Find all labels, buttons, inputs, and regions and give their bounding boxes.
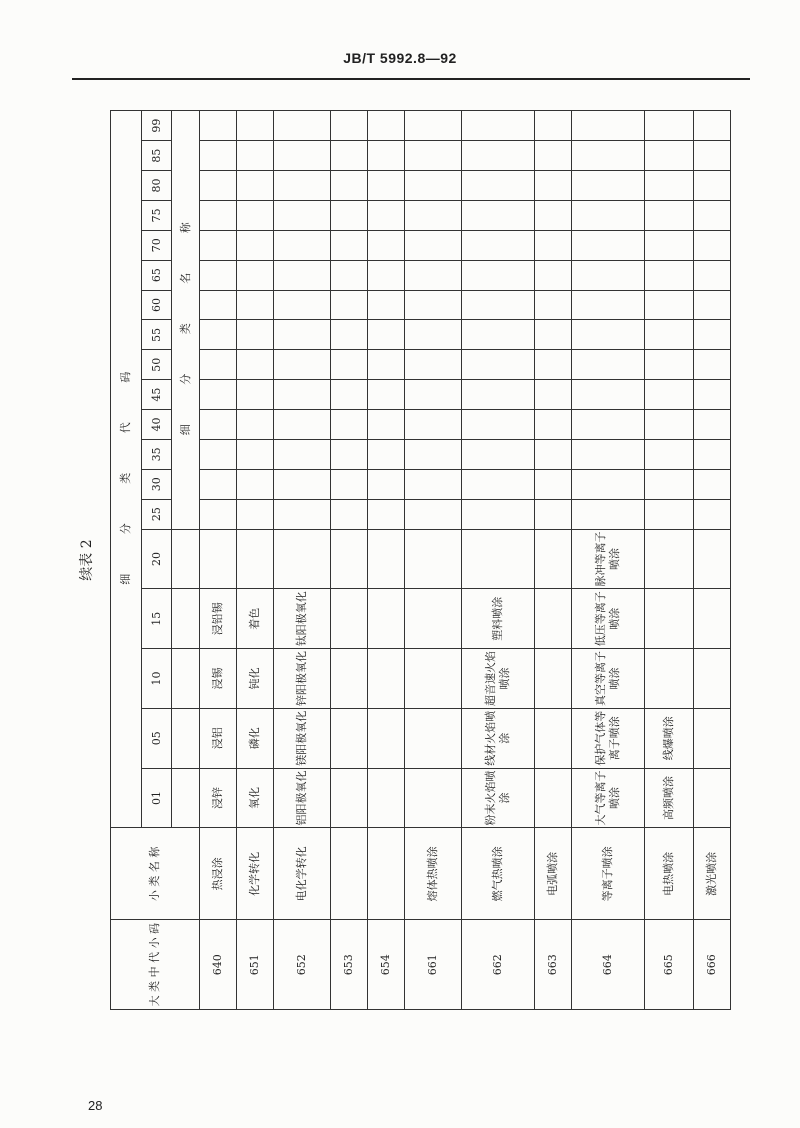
empty-cell [694, 768, 731, 828]
empty-cell [462, 260, 535, 290]
table-row [405, 111, 462, 1010]
empty-cell [645, 260, 694, 290]
group-header: 细 分 类 代 码 [111, 111, 142, 828]
empty-cell [368, 649, 405, 709]
empty-cell [694, 350, 731, 380]
empty-cell [200, 350, 237, 380]
empty-cell [200, 529, 237, 589]
empty-cell [200, 111, 237, 141]
empty-cell [462, 320, 535, 350]
empty-cell [237, 469, 274, 499]
empty-cell [237, 380, 274, 410]
data-cell: 铝阳极氧化 [274, 768, 331, 828]
code-cell: 70 [142, 230, 172, 260]
empty-cell [331, 200, 368, 230]
code-cell: 65 [142, 260, 172, 290]
code-cell: 05 [142, 708, 172, 768]
code-cell: 60 [142, 290, 172, 320]
empty-cell [462, 141, 535, 171]
empty-cell [172, 708, 200, 768]
empty-cell [331, 260, 368, 290]
empty-cell [331, 171, 368, 201]
empty-cell [237, 499, 274, 529]
empty-cell [405, 350, 462, 380]
empty-cell [535, 200, 572, 230]
empty-cell [462, 499, 535, 529]
empty-cell [694, 649, 731, 709]
empty-cell [462, 350, 535, 380]
empty-cell [405, 260, 462, 290]
code-cell: 45 [142, 380, 172, 410]
empty-cell [172, 589, 200, 649]
empty-cell [462, 290, 535, 320]
empty-cell [645, 589, 694, 649]
empty-cell [331, 320, 368, 350]
empty-cell [405, 171, 462, 201]
empty-cell [462, 410, 535, 440]
empty-cell [274, 260, 331, 290]
code-cell: 30 [142, 469, 172, 499]
empty-cell [645, 499, 694, 529]
empty-cell [331, 439, 368, 469]
empty-cell [405, 380, 462, 410]
data-cell: 高频喷涂 [645, 768, 694, 828]
empty-cell [462, 200, 535, 230]
empty-cell [645, 111, 694, 141]
empty-cell [572, 320, 645, 350]
empty-cell [237, 320, 274, 350]
row-name: 化学转化 [237, 828, 274, 920]
data-cell: 浸铅锡 [200, 589, 237, 649]
code-cell: 15 [142, 589, 172, 649]
empty-cell [368, 230, 405, 260]
empty-cell [535, 410, 572, 440]
empty-cell [694, 320, 731, 350]
empty-cell [694, 708, 731, 768]
empty-cell [535, 708, 572, 768]
empty-cell [237, 260, 274, 290]
empty-cell [368, 708, 405, 768]
empty-cell [331, 141, 368, 171]
empty-cell [172, 768, 200, 828]
empty-cell [645, 350, 694, 380]
empty-cell [237, 439, 274, 469]
empty-cell [274, 290, 331, 320]
empty-cell [274, 529, 331, 589]
empty-cell [462, 439, 535, 469]
empty-cell [200, 410, 237, 440]
empty-cell [237, 230, 274, 260]
empty-cell [237, 290, 274, 320]
empty-cell [331, 529, 368, 589]
empty-cell [694, 171, 731, 201]
empty-cell [535, 141, 572, 171]
empty-cell [274, 439, 331, 469]
empty-cell [368, 589, 405, 649]
empty-cell [368, 768, 405, 828]
empty-cell [200, 200, 237, 230]
major-header: 大 类 中 代 小 码 [111, 920, 200, 1010]
empty-cell [274, 469, 331, 499]
empty-cell [368, 200, 405, 230]
empty-cell [368, 260, 405, 290]
data-cell: 真空等离子喷涂 [572, 649, 645, 709]
empty-cell [405, 708, 462, 768]
row-name: 热浸涂 [200, 828, 237, 920]
empty-cell [694, 469, 731, 499]
data-cell: 大气等离子喷涂 [572, 768, 645, 828]
data-cell: 线材火焰喷涂 [462, 708, 535, 768]
empty-cell [368, 171, 405, 201]
empty-cell [535, 469, 572, 499]
empty-cell [200, 380, 237, 410]
empty-cell [368, 410, 405, 440]
data-cell: 镁阳极氧化 [274, 708, 331, 768]
empty-cell [200, 469, 237, 499]
empty-cell [368, 290, 405, 320]
row-name: 熔体热喷涂 [405, 828, 462, 920]
table-row [645, 111, 694, 1010]
table-row [200, 111, 237, 1010]
empty-cell [535, 380, 572, 410]
empty-cell [572, 171, 645, 201]
empty-cell [237, 171, 274, 201]
empty-cell [274, 320, 331, 350]
row-name: 激光喷涂 [694, 828, 731, 920]
empty-cell [694, 410, 731, 440]
empty-cell [645, 529, 694, 589]
empty-cell [405, 200, 462, 230]
row-code: 662 [462, 920, 535, 1010]
code-cell: 40 [142, 410, 172, 440]
empty-cell [572, 200, 645, 230]
data-cell: 脉冲等离子喷涂 [572, 529, 645, 589]
data-cell: 氧化 [237, 768, 274, 828]
empty-cell [694, 200, 731, 230]
empty-cell [694, 230, 731, 260]
row-code: 651 [237, 920, 274, 1010]
row-name: 燃气热喷涂 [462, 828, 535, 920]
empty-cell [462, 469, 535, 499]
table-row [368, 111, 405, 1010]
empty-cell [694, 499, 731, 529]
table-row [237, 111, 274, 1010]
table-caption: 续表 2 [79, 539, 95, 581]
empty-cell [200, 171, 237, 201]
empty-cell [535, 230, 572, 260]
empty-cell [645, 380, 694, 410]
empty-cell [331, 589, 368, 649]
empty-cell [274, 171, 331, 201]
empty-cell [535, 499, 572, 529]
code-cell: 80 [142, 171, 172, 201]
empty-cell [535, 290, 572, 320]
empty-cell [462, 380, 535, 410]
empty-cell [645, 141, 694, 171]
empty-cell [572, 111, 645, 141]
data-cell: 塑料喷涂 [462, 589, 535, 649]
code-cell: 99 [142, 111, 172, 141]
empty-cell [172, 529, 200, 589]
row-name: 电化学转化 [274, 828, 331, 920]
header-row [111, 111, 142, 1010]
empty-cell [645, 320, 694, 350]
empty-cell [405, 768, 462, 828]
empty-cell [237, 200, 274, 230]
empty-cell [331, 350, 368, 380]
row-name [368, 828, 405, 920]
empty-cell [331, 649, 368, 709]
empty-cell [274, 499, 331, 529]
row-code: 661 [405, 920, 462, 1010]
empty-cell [200, 290, 237, 320]
data-cell: 磷化 [237, 708, 274, 768]
empty-cell [405, 141, 462, 171]
row-code: 652 [274, 920, 331, 1010]
empty-cell [462, 111, 535, 141]
empty-cell [331, 469, 368, 499]
empty-cell [535, 111, 572, 141]
empty-cell [274, 410, 331, 440]
empty-cell [535, 768, 572, 828]
data-cell: 低压等离子喷涂 [572, 589, 645, 649]
empty-cell [572, 410, 645, 440]
empty-cell [368, 499, 405, 529]
empty-cell [694, 529, 731, 589]
empty-cell [645, 230, 694, 260]
code-cell: 25 [142, 499, 172, 529]
row-name: 电热喷涂 [645, 828, 694, 920]
empty-cell [694, 111, 731, 141]
empty-cell [331, 499, 368, 529]
empty-cell [200, 499, 237, 529]
empty-cell [368, 350, 405, 380]
row-name: 等离子喷涂 [572, 828, 645, 920]
empty-cell [331, 768, 368, 828]
empty-cell [645, 469, 694, 499]
code-cell: 50 [142, 350, 172, 380]
empty-cell [535, 350, 572, 380]
row-name: 电弧喷涂 [535, 828, 572, 920]
code-cell: 85 [142, 141, 172, 171]
empty-cell [200, 141, 237, 171]
empty-cell [572, 290, 645, 320]
empty-cell [237, 529, 274, 589]
empty-cell [572, 499, 645, 529]
code-cell: 01 [142, 768, 172, 828]
code-cell: 35 [142, 439, 172, 469]
empty-cell [535, 260, 572, 290]
empty-cell [694, 380, 731, 410]
row-code: 654 [368, 920, 405, 1010]
row-code: 665 [645, 920, 694, 1010]
data-cell: 浸铝 [200, 708, 237, 768]
empty-cell [572, 380, 645, 410]
empty-cell [331, 380, 368, 410]
data-cell: 钛阳极氧化 [274, 589, 331, 649]
empty-cell [694, 290, 731, 320]
empty-cell [405, 529, 462, 589]
row-code: 663 [535, 920, 572, 1010]
data-cell: 粉末火焰喷涂 [462, 768, 535, 828]
empty-cell [237, 410, 274, 440]
empty-cell [274, 200, 331, 230]
empty-cell [331, 410, 368, 440]
empty-cell [237, 350, 274, 380]
empty-cell [694, 141, 731, 171]
empty-cell [462, 529, 535, 589]
empty-cell [462, 230, 535, 260]
empty-cell [645, 290, 694, 320]
row-name [331, 828, 368, 920]
row-code: 640 [200, 920, 237, 1010]
empty-cell [694, 589, 731, 649]
empty-cell [645, 200, 694, 230]
empty-cell [200, 230, 237, 260]
empty-cell [572, 350, 645, 380]
empty-cell [694, 439, 731, 469]
data-cell: 钝化 [237, 649, 274, 709]
page-number: 28 [88, 1098, 103, 1113]
empty-cell [405, 230, 462, 260]
empty-cell [405, 649, 462, 709]
empty-cell [572, 439, 645, 469]
empty-cell [405, 499, 462, 529]
empty-cell [368, 320, 405, 350]
empty-cell [200, 320, 237, 350]
empty-cell [572, 141, 645, 171]
data-cell: 超音速火焰喷涂 [462, 649, 535, 709]
data-cell: 浸锌 [200, 768, 237, 828]
minor-header: 小 类 名 称 [111, 828, 200, 920]
empty-cell [462, 171, 535, 201]
empty-cell [405, 410, 462, 440]
row-code: 664 [572, 920, 645, 1010]
empty-cell [368, 529, 405, 589]
empty-cell [274, 111, 331, 141]
empty-cell [645, 649, 694, 709]
empty-cell [368, 141, 405, 171]
empty-cell [405, 589, 462, 649]
table-row [572, 111, 645, 1010]
empty-cell [405, 320, 462, 350]
table-row [535, 111, 572, 1010]
data-cell: 着色 [237, 589, 274, 649]
code-cell: 75 [142, 200, 172, 230]
data-cell: 浸锡 [200, 649, 237, 709]
code-cell: 20 [142, 529, 172, 589]
empty-cell [331, 230, 368, 260]
empty-cell [405, 439, 462, 469]
row-code: 666 [694, 920, 731, 1010]
empty-cell [368, 469, 405, 499]
empty-cell [535, 589, 572, 649]
data-cell: 锌阳极氧化 [274, 649, 331, 709]
empty-cell [572, 469, 645, 499]
empty-cell [405, 469, 462, 499]
empty-cell [368, 380, 405, 410]
empty-cell [535, 439, 572, 469]
table-row [462, 111, 535, 1010]
empty-cell [535, 171, 572, 201]
empty-cell [237, 141, 274, 171]
empty-cell [645, 410, 694, 440]
empty-cell [331, 708, 368, 768]
empty-cell [274, 141, 331, 171]
data-cell: 线爆喷涂 [645, 708, 694, 768]
empty-cell [200, 439, 237, 469]
rotated-table-area [79, 110, 750, 1010]
code-cell: 10 [142, 649, 172, 709]
standard-code: JB/T 5992.8—92 [343, 50, 457, 66]
header-rule [72, 78, 750, 80]
empty-cell [535, 529, 572, 589]
table-row [331, 111, 368, 1010]
empty-cell [331, 111, 368, 141]
empty-cell [572, 230, 645, 260]
empty-cell [200, 260, 237, 290]
subheader-cell: 细 分 类 名 称 [172, 111, 200, 530]
empty-cell [331, 290, 368, 320]
empty-cell [405, 111, 462, 141]
data-cell: 保护气体等离子喷涂 [572, 708, 645, 768]
empty-cell [368, 111, 405, 141]
empty-cell [645, 439, 694, 469]
empty-cell [405, 290, 462, 320]
empty-cell [694, 260, 731, 290]
empty-cell [535, 320, 572, 350]
empty-cell [645, 171, 694, 201]
row-code: 653 [331, 920, 368, 1010]
empty-cell [274, 350, 331, 380]
empty-cell [274, 230, 331, 260]
classification-table [110, 110, 731, 1010]
empty-cell [572, 260, 645, 290]
empty-cell [535, 649, 572, 709]
code-cell: 55 [142, 320, 172, 350]
empty-cell [368, 439, 405, 469]
empty-cell [274, 380, 331, 410]
table-row [694, 111, 731, 1010]
empty-cell [172, 649, 200, 709]
table-row [274, 111, 331, 1010]
empty-cell [237, 111, 274, 141]
